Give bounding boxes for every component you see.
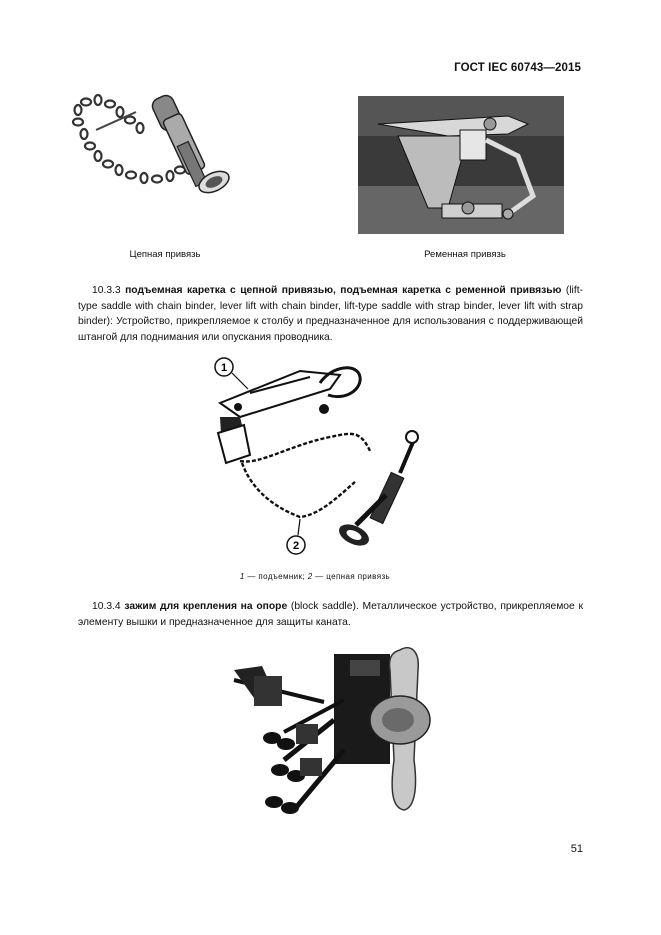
section-number: 10.3.4 bbox=[92, 601, 121, 612]
term-bold: подъемная каретка с цепной привязью, подъемная каретка с ременной привязью bbox=[125, 285, 562, 296]
figure-legend bbox=[150, 572, 480, 581]
definition-text: Устройство, прикрепляемое к столбу и предназначенное для использования с поддерживающей штангой для поднимания или опускания проводника. bbox=[78, 316, 584, 343]
callout-1-label: 1 bbox=[220, 362, 228, 374]
legend-text-1: — подъемник; bbox=[244, 572, 308, 581]
callout-2-label: 2 bbox=[292, 540, 300, 552]
legend-text-2: — цепная привязь bbox=[312, 572, 391, 581]
lift-saddle-chain-figure bbox=[200, 355, 440, 563]
section-number: 10.3.3 bbox=[92, 285, 121, 296]
definition-text: Металлическое устройство, прикрепляемое к элементу вышки и предназначенное для защиты каната. bbox=[78, 601, 583, 628]
paragraph-10-3-4 bbox=[78, 599, 583, 630]
figure-caption-strap-binder: Ременная привязь bbox=[424, 249, 506, 260]
term-english: (lift-type saddle with chain binder, lever lift with chain binder, lift-type saddle with strap binder, lever lift with strap binder): bbox=[78, 285, 583, 327]
strap-binder-photo bbox=[358, 96, 564, 234]
legend-number-2: 2 bbox=[307, 572, 313, 581]
page-number: 51 bbox=[570, 843, 583, 855]
figure-caption-chain-binder: Цепная привязь bbox=[129, 249, 201, 260]
term-bold: зажим для крепления на опоре bbox=[124, 601, 288, 612]
legend-number-1: 1 bbox=[239, 572, 245, 581]
term-english: (block saddle). bbox=[287, 601, 363, 612]
chain-binder-image bbox=[64, 92, 254, 202]
standard-header: ГОСТ IEC 60743—2015 bbox=[454, 62, 581, 74]
paragraph-10-3-3 bbox=[78, 283, 583, 345]
block-saddle-photo bbox=[214, 640, 450, 830]
